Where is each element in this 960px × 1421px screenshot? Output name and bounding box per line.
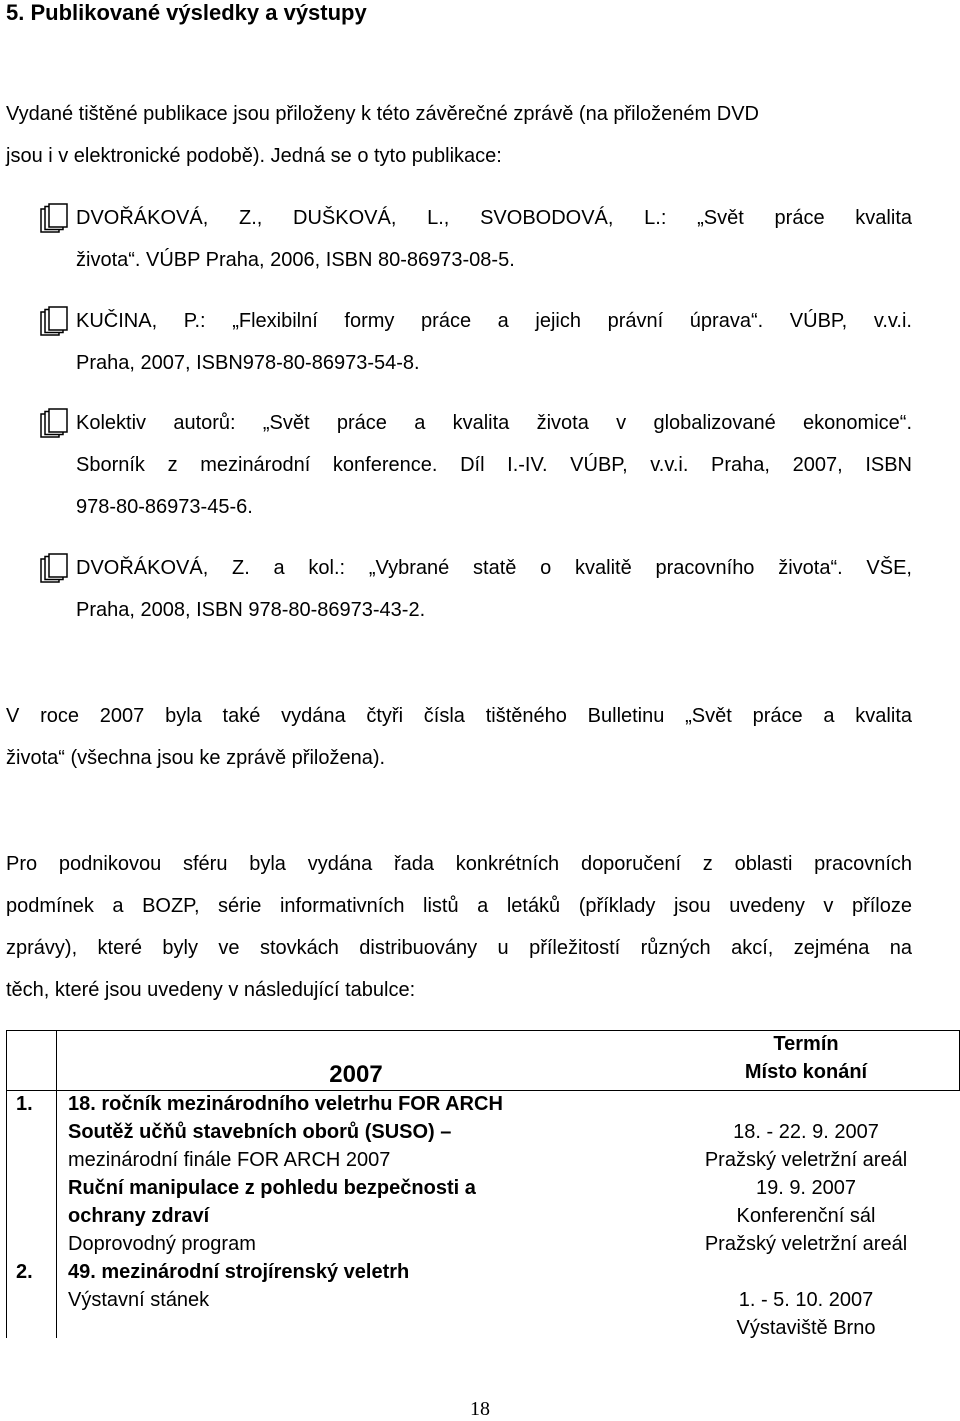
event-item-title: Ruční manipulace z pohledu bezpečnosti a	[68, 1177, 476, 1199]
publication-item	[40, 300, 912, 384]
header-year: 2007	[329, 1061, 383, 1088]
event-item-place: Pražský veletržní areál	[704, 1149, 908, 1171]
intro-paragraph	[6, 93, 912, 177]
publication-line: života“. VÚBP Praha, 2006, ISBN 80-86973-08-5.	[76, 249, 515, 271]
publication-item	[40, 197, 912, 281]
table-column-divider	[56, 1030, 57, 1338]
publication-item	[40, 547, 912, 631]
publication-line: Praha, 2008, ISBN 978-80-86973-43-2.	[76, 599, 426, 621]
event-item-subtitle: Výstavní stánek	[68, 1289, 210, 1311]
bulletin-paragraph	[6, 695, 912, 779]
event-item-date: 18. - 22. 9. 2007	[733, 1121, 879, 1143]
bozp-line: podmínek a BOZP, série informativních listů a letáků (příklady jsou uvedeny v příloze	[6, 895, 912, 917]
bozp-paragraph	[6, 843, 912, 1011]
header-term: Termín	[773, 1033, 839, 1055]
row-number: 1.	[16, 1093, 33, 1115]
event-item-place: Pražský veletržní areál	[704, 1233, 908, 1255]
bulletin-line: V roce 2007 byla také vydána čtyři čísla tištěného Bulletinu „Svět práce a kvalita	[6, 705, 912, 727]
event-item-title: Soutěž učňů stavebních oborů (SUSO) –	[68, 1121, 452, 1143]
event-item-subtitle: Doprovodný program	[68, 1233, 256, 1255]
intro-line: jsou i v elektronické podobě). Jedná se o tyto publikace:	[6, 145, 502, 167]
bozp-line: Pro podnikovou sféru byla vydána řada konkrétních doporučení z oblasti pracovních	[6, 853, 912, 875]
table-border-left	[6, 1030, 7, 1338]
intro-line: Vydané tištěné publikace jsou přiloženy k této závěrečné zprávě (na přiloženém DVD	[6, 103, 759, 125]
document-stack-icon	[40, 553, 68, 583]
publication-line: DVOŘÁKOVÁ, Z. a kol.: „Vybrané statě o kvalitě pracovního života“. VŠE,	[76, 557, 912, 579]
document-stack-icon	[40, 203, 68, 233]
event-item-place: Výstaviště Brno	[736, 1317, 876, 1339]
bozp-line: zprávy), které byly ve stovkách distribuovány u příležitostí různých akcí, zejména na	[6, 937, 912, 959]
row-number: 2.	[16, 1261, 33, 1283]
event-name: 49. mezinárodní strojírenský veletrh	[68, 1261, 410, 1283]
header-place: Místo konání	[744, 1061, 868, 1083]
event-item-date: 1. - 5. 10. 2007	[738, 1289, 874, 1311]
event-name: 18. ročník mezinárodního veletrhu FOR ARCH	[68, 1093, 503, 1115]
publication-line: KUČINA, P.: „Flexibilní formy práce a jejich právní úprava“. VÚBP, v.v.i.	[76, 310, 912, 332]
page-number: 18	[470, 1398, 490, 1420]
document-stack-icon	[40, 408, 68, 438]
event-item-title: ochrany zdraví	[68, 1205, 210, 1227]
bozp-line: těch, které jsou uvedeny v následující tabulce:	[6, 979, 416, 1001]
bulletin-line: života“ (všechna jsou ke zprávě přiložena).	[6, 747, 386, 769]
event-item-date: 19. 9. 2007	[755, 1177, 857, 1199]
publication-line: DVOŘÁKOVÁ, Z., DUŠKOVÁ, L., SVOBODOVÁ, L.: „Svět práce kvalita	[76, 207, 912, 229]
event-item-place: Konferenční sál	[736, 1205, 876, 1227]
publication-line: 978-80-86973-45-6.	[76, 496, 253, 518]
publication-line: Kolektiv autorů: „Svět práce a kvalita života v globalizované ekonomice“.	[76, 412, 912, 434]
event-item-subtitle: mezinárodní finále FOR ARCH 2007	[68, 1149, 391, 1171]
document-stack-icon	[40, 306, 68, 336]
publication-line: Sborník z mezinárodní konference. Díl I.-IV. VÚBP, v.v.i. Praha, 2007, ISBN	[76, 454, 912, 476]
publication-line: Praha, 2007, ISBN978-80-86973-54-8.	[76, 352, 420, 374]
publication-item	[40, 402, 912, 528]
events-table	[6, 1030, 960, 1338]
section-heading: 5. Publikované výsledky a výstupy	[6, 0, 367, 25]
